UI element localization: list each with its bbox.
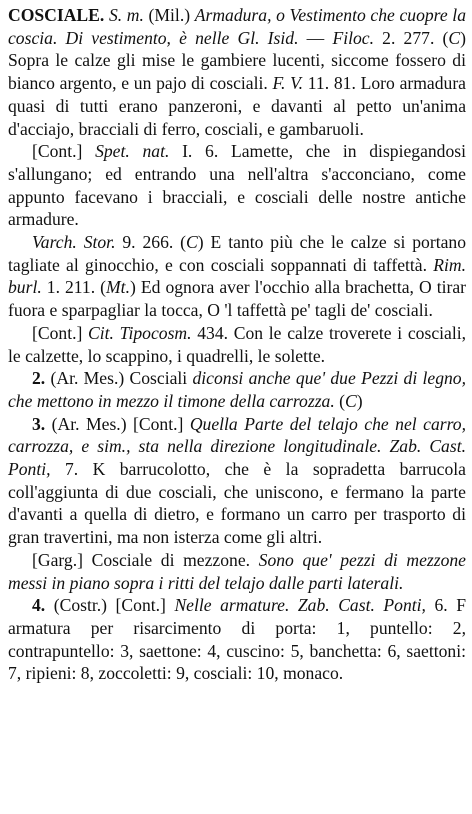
sense-3 [8,413,466,549]
sense-2 [8,367,466,412]
text-run: [Cont.] [32,322,89,343]
text-run: 2. 277. ( [373,27,449,48]
citation-varch-stor [8,231,466,322]
text-run: 434. Con le calze troverete i cosciali, le calzette, lo scappino, i quadrelli, le solette. [8,322,466,366]
sense-4 [8,594,466,685]
text-run: Spet. nat. [95,141,170,162]
text-run: 9. 266. ( [115,232,187,253]
text-run: Rim. burl. [8,254,466,298]
text-run: [Cont.] [32,141,96,162]
text-run: S. m. [108,5,144,25]
citation-cit-tipocosm [8,322,466,367]
text-run: F. V. [272,73,304,94]
text-run: ) Ed ognora aver l'occhio alla brachetta, O tirar fuora e sparpagliar la tocca, O 'l taffettà pe' tagli de' cosciali. [8,277,466,321]
text-run: ( [334,390,346,411]
text-run: C [448,27,461,48]
text-run: 7. K barrucolotto, che è la sopradetta barrucola coll'aggiunta di due cosciali, che uniscono, e fermano la parte d'avanti a quella di dietro, e formano un carro per trasporto di gran travertini, ma non isterza come gli altri. [8,459,466,548]
text-run: 1. 211. ( [41,277,107,298]
text-run: I. 6. Lamette, che in dispiegandosi s'allungano; ed entrando una nell'altra s'acconciano, come appunto facevano i bracciali, e cosciali delle nostre antiche armadure. [8,141,467,230]
text-run: 6. F armatura per risarcimento di porta: 1, puntello: 2, contrapuntello: 3, saettone: 4, cuscino: 5, banchetta: 6, saettoni: 7, ripieni: 8, zoccoletti: 9, cosciali: 10, monaco. [8,595,466,684]
text-run: diconsi anche que' due Pezzi di legno, che mettono in mezzo il timone della carrozza. [8,368,466,411]
text-run: (Mil.) [143,5,195,25]
text-run: C [345,390,357,411]
text-run: Varch. Stor. [32,232,116,253]
text-run: Mt. [106,277,130,298]
text-run: Quella Parte del telajo che nel carro, carrozza, e sim., sta nella direzione longitudinale. Zab. Cast. Ponti, [8,413,466,480]
entry-cosciale [8,4,466,140]
text-run: Cit. Tipocosm. [88,322,192,343]
text-run: ) [356,390,363,411]
text-run: Nelle armature. Zab. Cast. Ponti, [174,595,426,616]
text-run: Filoc. [332,27,374,48]
text-run: C [186,232,198,253]
text-run: (Costr.) [Cont.] [45,595,175,616]
citation-spet-nat [8,140,466,231]
text-run: COSCIALE. [8,5,105,25]
text-run: 11. 81. Loro armadura quasi di tutti erano panzeroni, e davanti al petto un'anima d'acciajo, bracciali di ferro, cosciali, e gambaruoli. [8,73,466,139]
text-run: (Ar. Mes.) [Cont.] [45,413,190,434]
text-run: (Ar. Mes.) Cosciali [45,368,193,389]
citation-garg [8,549,466,594]
text-run: Armadura, o Vestimento che cuopre la coscia. Di vestimento, è nelle Gl. Isid. [8,5,466,48]
text-run: Sono que' pezzi di mezzone messi in piano sopra i ritti del telajo dalle parti laterali. [8,549,466,593]
text-run: 3. [32,413,46,434]
text-run: 4. [32,595,46,616]
text-run: ) Sopra le calze gli mise le gambiere lucenti, siccome fossero di bianco argento, e un pajo di cosciali. [8,27,466,94]
text-run: [Garg.] Cosciale di mezzone. [32,549,259,570]
text-run: 2. [32,368,46,389]
text-run: — [298,27,333,48]
text-run: ) E tanto più che le calze si portano tagliate al ginocchio, e con cosciali soppannati di taffettà. [8,232,467,275]
